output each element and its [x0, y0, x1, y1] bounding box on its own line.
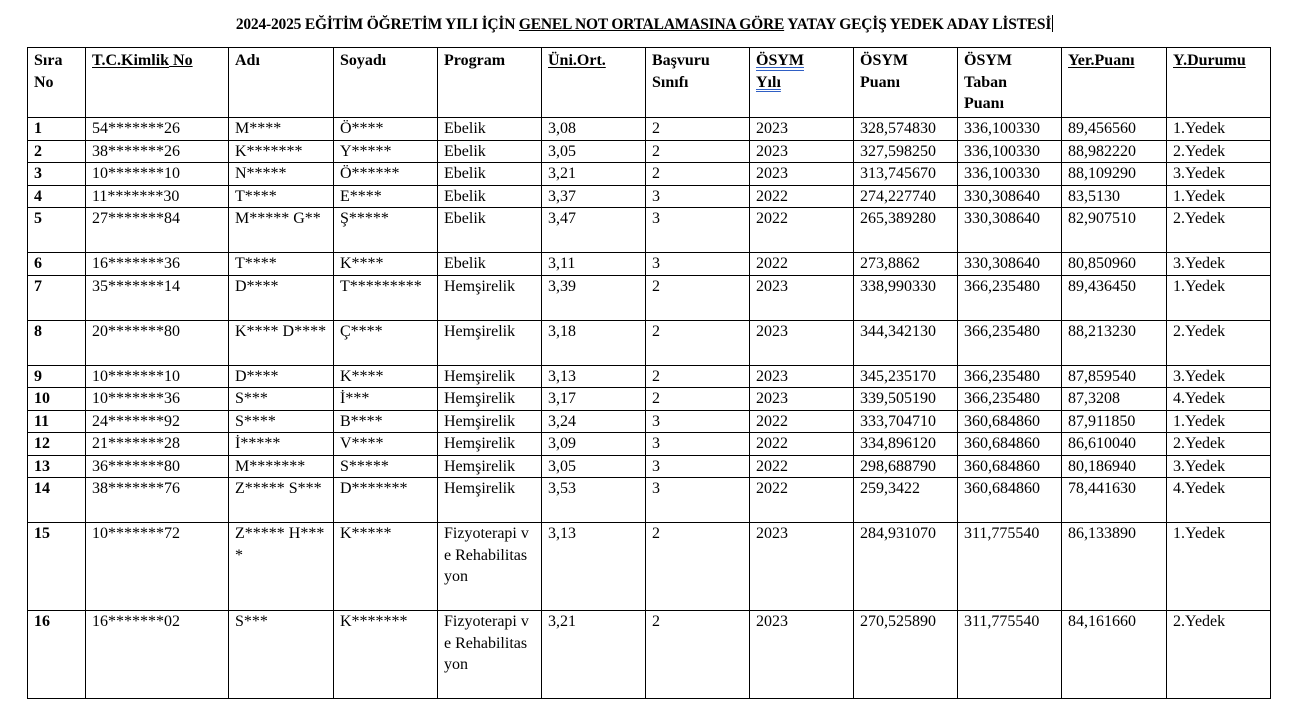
cell-tc-kimlik-no: 24*******92 — [86, 410, 229, 433]
cell-osym-score: 265,389280 — [854, 208, 958, 253]
cell-first-name: T**** — [229, 253, 334, 276]
cell-placement-score: 82,907510 — [1062, 208, 1167, 253]
cell-first-name: D**** — [229, 365, 334, 388]
header-text: Yer.Puanı — [1068, 52, 1135, 69]
table-row — [28, 455, 1271, 478]
cell-placement-score: 86,610040 — [1062, 433, 1167, 456]
cell-tc-kimlik-no: 10*******10 — [86, 365, 229, 388]
cell-row-number: 5 — [28, 208, 86, 253]
header-text: ÖSYM — [964, 52, 1012, 69]
cell-osym-year: 2023 — [750, 365, 854, 388]
header-text: No — [34, 73, 54, 91]
header-soyadi — [334, 48, 438, 118]
header-text: Sıra — [34, 52, 63, 69]
cell-reserve-status: 2.Yedek — [1167, 208, 1271, 253]
table-row — [28, 611, 1271, 699]
header-uni-ort — [542, 48, 646, 118]
cell-tc-kimlik-no: 16*******36 — [86, 253, 229, 276]
cell-row-number: 8 — [28, 320, 86, 365]
cell-osym-year: 2023 — [750, 163, 854, 186]
cell-placement-score: 84,161660 — [1062, 611, 1167, 699]
cell-program: Ebelik — [438, 253, 542, 276]
header-osym-taban-puani — [958, 48, 1062, 118]
cell-application-class: 3 — [646, 185, 750, 208]
cell-last-name: Ş***** — [334, 208, 438, 253]
cell-tc-kimlik-no: 10*******36 — [86, 388, 229, 411]
cell-tc-kimlik-no: 38*******76 — [86, 478, 229, 523]
cell-placement-score: 86,133890 — [1062, 523, 1167, 611]
cell-last-name: K**** — [334, 253, 438, 276]
cell-tc-kimlik-no: 10*******10 — [86, 163, 229, 186]
cell-placement-score: 88,982220 — [1062, 140, 1167, 163]
cell-application-class: 2 — [646, 523, 750, 611]
cell-osym-base-score: 366,235480 — [958, 388, 1062, 411]
header-text: Üni.Ort. — [548, 52, 606, 69]
table-row — [28, 140, 1271, 163]
cell-osym-year: 2022 — [750, 433, 854, 456]
cell-first-name: S*** — [229, 388, 334, 411]
cell-program: Ebelik — [438, 208, 542, 253]
text-cursor — [1052, 15, 1053, 32]
cell-tc-kimlik-no: 54*******26 — [86, 118, 229, 141]
cell-program: Fizyoterapi ve Rehabilitasyon — [438, 523, 542, 611]
cell-uni-average: 3,21 — [542, 611, 646, 699]
cell-last-name: D******* — [334, 478, 438, 523]
header-text: Başvuru — [652, 52, 710, 69]
header-row — [28, 48, 1271, 118]
cell-osym-base-score: 360,684860 — [958, 410, 1062, 433]
cell-last-name: İ*** — [334, 388, 438, 411]
cell-osym-year: 2023 — [750, 320, 854, 365]
cell-reserve-status: 3.Yedek — [1167, 455, 1271, 478]
cell-placement-score: 89,436450 — [1062, 275, 1167, 320]
cell-reserve-status: 1.Yedek — [1167, 275, 1271, 320]
cell-uni-average: 3,39 — [542, 275, 646, 320]
cell-osym-base-score: 330,308640 — [958, 185, 1062, 208]
cell-placement-score: 87,911850 — [1062, 410, 1167, 433]
header-tc-kimlik — [86, 48, 229, 118]
cell-placement-score: 89,456560 — [1062, 118, 1167, 141]
cell-reserve-status: 3.Yedek — [1167, 253, 1271, 276]
cell-osym-score: 327,598250 — [854, 140, 958, 163]
cell-osym-score: 313,745670 — [854, 163, 958, 186]
cell-application-class: 3 — [646, 253, 750, 276]
cell-program: Hemşirelik — [438, 455, 542, 478]
cell-tc-kimlik-no: 10*******72 — [86, 523, 229, 611]
cell-last-name: S***** — [334, 455, 438, 478]
cell-last-name: B**** — [334, 410, 438, 433]
cell-osym-score: 333,704710 — [854, 410, 958, 433]
cell-tc-kimlik-no: 16*******02 — [86, 611, 229, 699]
table-row — [28, 478, 1271, 523]
cell-first-name: S**** — [229, 410, 334, 433]
header-text: Puanı — [860, 73, 901, 91]
cell-osym-score: 270,525890 — [854, 611, 958, 699]
cell-first-name: K**** D**** — [229, 320, 334, 365]
cell-program: Hemşirelik — [438, 320, 542, 365]
header-osym-yili — [750, 48, 854, 118]
cell-uni-average: 3,05 — [542, 140, 646, 163]
header-sira-no — [28, 48, 86, 118]
cell-reserve-status: 4.Yedek — [1167, 388, 1271, 411]
title-underlined: GENEL NOT ORTALAMASINA GÖRE — [518, 16, 785, 33]
cell-program: Hemşirelik — [438, 275, 542, 320]
header-text: Taban — [964, 73, 1007, 91]
header-text: Y.Durumu — [1173, 52, 1246, 69]
cell-row-number: 12 — [28, 433, 86, 456]
cell-uni-average: 3,47 — [542, 208, 646, 253]
cell-program: Hemşirelik — [438, 410, 542, 433]
cell-osym-year: 2023 — [750, 275, 854, 320]
cell-application-class: 2 — [646, 388, 750, 411]
cell-uni-average: 3,13 — [542, 523, 646, 611]
cell-row-number: 9 — [28, 365, 86, 388]
cell-program: Hemşirelik — [438, 433, 542, 456]
cell-osym-score: 339,505190 — [854, 388, 958, 411]
cell-row-number: 3 — [28, 163, 86, 186]
cell-first-name: S*** — [229, 611, 334, 699]
cell-placement-score: 88,213230 — [1062, 320, 1167, 365]
cell-osym-base-score: 311,775540 — [958, 611, 1062, 699]
cell-row-number: 13 — [28, 455, 86, 478]
cell-last-name: Ö****** — [334, 163, 438, 186]
cell-application-class: 3 — [646, 410, 750, 433]
cell-uni-average: 3,17 — [542, 388, 646, 411]
cell-reserve-status: 1.Yedek — [1167, 410, 1271, 433]
cell-row-number: 11 — [28, 410, 86, 433]
cell-osym-base-score: 311,775540 — [958, 523, 1062, 611]
cell-osym-score: 274,227740 — [854, 185, 958, 208]
cell-placement-score: 80,186940 — [1062, 455, 1167, 478]
cell-application-class: 2 — [646, 275, 750, 320]
cell-osym-year: 2022 — [750, 455, 854, 478]
cell-osym-year: 2022 — [750, 185, 854, 208]
cell-osym-year: 2023 — [750, 388, 854, 411]
cell-osym-score: 284,931070 — [854, 523, 958, 611]
cell-row-number: 14 — [28, 478, 86, 523]
cell-osym-base-score: 330,308640 — [958, 208, 1062, 253]
cell-placement-score: 80,850960 — [1062, 253, 1167, 276]
cell-application-class: 2 — [646, 118, 750, 141]
cell-osym-year: 2023 — [750, 611, 854, 699]
header-text: Puanı — [964, 95, 1005, 112]
cell-osym-score: 273,8862 — [854, 253, 958, 276]
cell-osym-base-score: 336,100330 — [958, 140, 1062, 163]
cell-last-name: K**** — [334, 365, 438, 388]
cell-uni-average: 3,05 — [542, 455, 646, 478]
cell-tc-kimlik-no: 38*******26 — [86, 140, 229, 163]
document-title — [0, 15, 1289, 34]
cell-last-name: E**** — [334, 185, 438, 208]
header-osym-puani — [854, 48, 958, 118]
cell-osym-year: 2023 — [750, 118, 854, 141]
cell-program: Ebelik — [438, 185, 542, 208]
cell-row-number: 16 — [28, 611, 86, 699]
cell-last-name: T********* — [334, 275, 438, 320]
cell-osym-year: 2022 — [750, 208, 854, 253]
cell-reserve-status: 2.Yedek — [1167, 611, 1271, 699]
cell-osym-year: 2022 — [750, 410, 854, 433]
cell-tc-kimlik-no: 21*******28 — [86, 433, 229, 456]
cell-first-name: N***** — [229, 163, 334, 186]
cell-reserve-status: 1.Yedek — [1167, 185, 1271, 208]
cell-first-name: M******* — [229, 455, 334, 478]
cell-last-name: Ö**** — [334, 118, 438, 141]
cell-placement-score: 87,859540 — [1062, 365, 1167, 388]
cell-osym-base-score: 360,684860 — [958, 433, 1062, 456]
header-program — [438, 48, 542, 118]
cell-osym-score: 344,342130 — [854, 320, 958, 365]
cell-tc-kimlik-no: 35*******14 — [86, 275, 229, 320]
cell-reserve-status: 4.Yedek — [1167, 478, 1271, 523]
header-text: Soyadı — [340, 52, 387, 69]
table-row — [28, 275, 1271, 320]
cell-row-number: 2 — [28, 140, 86, 163]
cell-uni-average: 3,09 — [542, 433, 646, 456]
cell-application-class: 3 — [646, 208, 750, 253]
cell-program: Hemşirelik — [438, 388, 542, 411]
cell-osym-score: 259,3422 — [854, 478, 958, 523]
cell-osym-year: 2023 — [750, 140, 854, 163]
table-row — [28, 320, 1271, 365]
cell-application-class: 2 — [646, 320, 750, 365]
cell-placement-score: 83,5130 — [1062, 185, 1167, 208]
cell-osym-score: 345,235170 — [854, 365, 958, 388]
cell-program: Hemşirelik — [438, 478, 542, 523]
cell-row-number: 10 — [28, 388, 86, 411]
table-row — [28, 185, 1271, 208]
title-part-2: YATAY GEÇİŞ YEDEK ADAY LİSTESİ — [784, 16, 1052, 33]
cell-application-class: 3 — [646, 455, 750, 478]
cell-osym-base-score: 366,235480 — [958, 320, 1062, 365]
cell-uni-average: 3,08 — [542, 118, 646, 141]
cell-osym-base-score: 366,235480 — [958, 275, 1062, 320]
cell-uni-average: 3,11 — [542, 253, 646, 276]
cell-first-name: M***** G** — [229, 208, 334, 253]
cell-last-name: V**** — [334, 433, 438, 456]
table-row — [28, 118, 1271, 141]
cell-program: Ebelik — [438, 118, 542, 141]
cell-tc-kimlik-no: 11*******30 — [86, 185, 229, 208]
cell-application-class: 3 — [646, 433, 750, 456]
cell-row-number: 6 — [28, 253, 86, 276]
cell-last-name: Ç**** — [334, 320, 438, 365]
cell-tc-kimlik-no: 36*******80 — [86, 455, 229, 478]
cell-reserve-status: 2.Yedek — [1167, 320, 1271, 365]
header-text: Adı — [235, 52, 260, 69]
cell-row-number: 7 — [28, 275, 86, 320]
cell-osym-base-score: 360,684860 — [958, 455, 1062, 478]
cell-row-number: 1 — [28, 118, 86, 141]
cell-first-name: M**** — [229, 118, 334, 141]
header-yer-puani — [1062, 48, 1167, 118]
cell-first-name: İ***** — [229, 433, 334, 456]
cell-osym-year: 2022 — [750, 253, 854, 276]
table-row — [28, 523, 1271, 611]
cell-reserve-status: 3.Yedek — [1167, 163, 1271, 186]
cell-uni-average: 3,53 — [542, 478, 646, 523]
cell-osym-score: 328,574830 — [854, 118, 958, 141]
cell-first-name: D**** — [229, 275, 334, 320]
cell-first-name: Z***** H**** — [229, 523, 334, 611]
cell-last-name: K******* — [334, 611, 438, 699]
cell-placement-score: 78,441630 — [1062, 478, 1167, 523]
cell-last-name: Y***** — [334, 140, 438, 163]
cell-uni-average: 3,18 — [542, 320, 646, 365]
cell-application-class: 2 — [646, 163, 750, 186]
table-row — [28, 163, 1271, 186]
cell-row-number: 4 — [28, 185, 86, 208]
table-row — [28, 388, 1271, 411]
candidate-table — [27, 47, 1271, 699]
cell-first-name: T**** — [229, 185, 334, 208]
table-row — [28, 208, 1271, 253]
header-adi — [229, 48, 334, 118]
header-y-durumu — [1167, 48, 1271, 118]
cell-reserve-status: 2.Yedek — [1167, 140, 1271, 163]
header-text: ÖSYM — [860, 52, 908, 69]
cell-program: Ebelik — [438, 140, 542, 163]
cell-osym-base-score: 330,308640 — [958, 253, 1062, 276]
title-part-1: 2024-2025 EĞİTİM ÖĞRETİM YILI İÇİN — [235, 16, 519, 33]
header-text: Program — [444, 52, 506, 69]
cell-reserve-status: 1.Yedek — [1167, 118, 1271, 141]
cell-tc-kimlik-no: 27*******84 — [86, 208, 229, 253]
cell-first-name: K******* — [229, 140, 334, 163]
header-text: No — [169, 52, 193, 69]
cell-application-class: 2 — [646, 611, 750, 699]
header-basvuru-sinifi — [646, 48, 750, 118]
cell-osym-score: 338,990330 — [854, 275, 958, 320]
table-row — [28, 410, 1271, 433]
cell-last-name: K***** — [334, 523, 438, 611]
cell-application-class: 2 — [646, 140, 750, 163]
cell-osym-base-score: 366,235480 — [958, 365, 1062, 388]
cell-osym-score: 298,688790 — [854, 455, 958, 478]
cell-placement-score: 87,3208 — [1062, 388, 1167, 411]
cell-reserve-status: 1.Yedek — [1167, 523, 1271, 611]
cell-reserve-status: 3.Yedek — [1167, 365, 1271, 388]
cell-osym-base-score: 336,100330 — [958, 118, 1062, 141]
cell-uni-average: 3,21 — [542, 163, 646, 186]
header-text: Yılı — [756, 73, 781, 91]
table-row — [28, 365, 1271, 388]
cell-placement-score: 88,109290 — [1062, 163, 1167, 186]
header-text: ÖSYM — [756, 52, 804, 69]
cell-osym-year: 2023 — [750, 523, 854, 611]
table-row — [28, 433, 1271, 456]
cell-application-class: 3 — [646, 478, 750, 523]
cell-osym-score: 334,896120 — [854, 433, 958, 456]
cell-tc-kimlik-no: 20*******80 — [86, 320, 229, 365]
cell-reserve-status: 2.Yedek — [1167, 433, 1271, 456]
cell-osym-base-score: 336,100330 — [958, 163, 1062, 186]
header-text: Sınıfı — [652, 73, 689, 91]
cell-first-name: Z***** S*** — [229, 478, 334, 523]
cell-uni-average: 3,13 — [542, 365, 646, 388]
cell-program: Ebelik — [438, 163, 542, 186]
cell-application-class: 2 — [646, 365, 750, 388]
cell-row-number: 15 — [28, 523, 86, 611]
cell-program: Fizyoterapi ve Rehabilitasyon — [438, 611, 542, 699]
cell-osym-base-score: 360,684860 — [958, 478, 1062, 523]
table-row — [28, 253, 1271, 276]
header-text: T.C.Kimlik — [92, 52, 170, 69]
cell-program: Hemşirelik — [438, 365, 542, 388]
cell-uni-average: 3,24 — [542, 410, 646, 433]
cell-uni-average: 3,37 — [542, 185, 646, 208]
cell-osym-year: 2022 — [750, 478, 854, 523]
